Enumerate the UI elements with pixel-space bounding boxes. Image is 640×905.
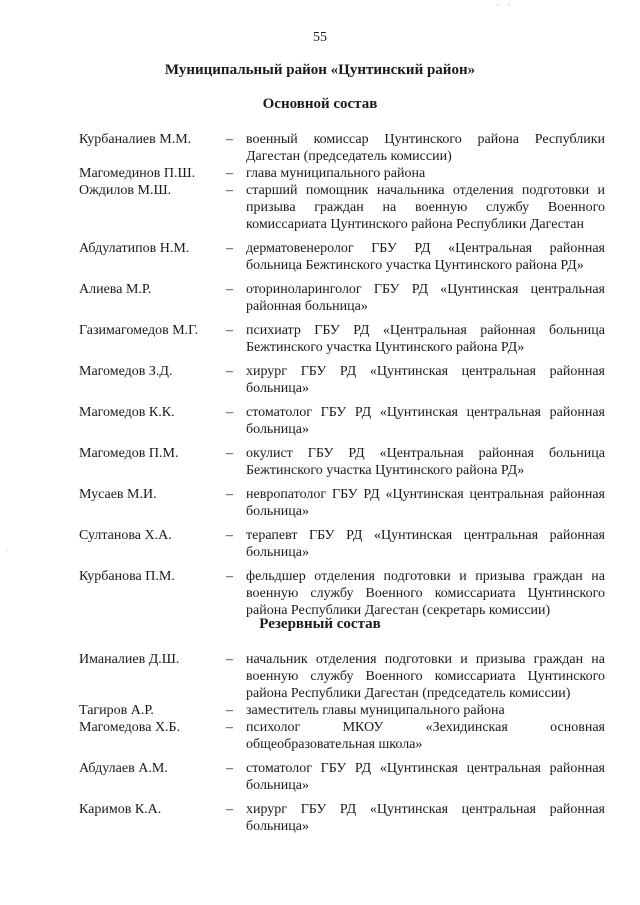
scan-artifact-dot: · (6, 546, 9, 555)
member-role: стоматолог ГБУ РД «Цунтинская центральная районная больница» (246, 761, 605, 793)
member-name: Газимагомедов М.Г. (79, 323, 199, 338)
dash-separator: – (226, 405, 233, 420)
member-role: психиатр ГБУ РД «Центральная районная больница Бежтинского участка Цунтинского района РД» (246, 323, 605, 355)
member-row (79, 322, 605, 356)
member-role: военный комиссар Цунтинского района Республики Дагестан (председатель комиссии) (246, 132, 605, 164)
member-role: окулист ГБУ РД «Центральная районная больница Бежтинского участка Цунтинского района РД» (246, 446, 605, 478)
member-name: Мусаев М.И. (79, 487, 157, 502)
dash-separator: – (226, 720, 233, 735)
member-name: Магомедов К.К. (79, 405, 175, 420)
member-role: начальник отделения подготовки и призыва граждан на военную службу Военного комиссариата Цунтинского района Республики Дагестан (председатель комиссии) (246, 652, 605, 701)
member-role: оториноларинголог ГБУ РД «Цунтинская центральная районная больница» (246, 282, 605, 314)
member-row (79, 182, 605, 233)
member-name: Магомедов П.М. (79, 446, 179, 461)
member-role: невропатолог ГБУ РД «Цунтинская центральная районная больница» (246, 487, 605, 519)
document-title: Муниципальный район «Цунтинский район» (164, 62, 476, 78)
member-name: Каримов К.А. (79, 802, 162, 817)
scan-artifact-marks: · · (496, 0, 514, 10)
dash-separator: – (226, 323, 233, 338)
dash-separator: – (226, 132, 233, 147)
member-row (79, 404, 605, 438)
page-number: 55 (313, 30, 327, 45)
member-role: хирург ГБУ РД «Цунтинская центральная районная больница» (246, 364, 605, 396)
reserve-members-list (79, 651, 605, 835)
dash-separator: – (226, 761, 233, 776)
dash-separator: – (226, 652, 233, 667)
dash-separator: – (226, 703, 233, 718)
member-role: заместитель главы муниципального района (246, 703, 505, 718)
dash-separator: – (226, 446, 233, 461)
dash-separator: – (226, 241, 233, 256)
member-name: Курбанова П.М. (79, 569, 175, 584)
member-row (79, 568, 605, 619)
member-row (79, 527, 605, 561)
member-role: дерматовенеролог ГБУ РД «Центральная районная больница Бежтинского участка Цунтинского района РД» (246, 241, 605, 273)
member-name: Магомедов З.Д. (79, 364, 173, 379)
member-row (79, 486, 605, 520)
member-row (79, 281, 605, 315)
member-row (79, 702, 605, 719)
member-role: стоматолог ГБУ РД «Цунтинская центральная районная больница» (246, 405, 605, 437)
dash-separator: – (226, 528, 233, 543)
member-row (79, 719, 605, 753)
member-name: Алиева М.Р. (79, 282, 152, 297)
dash-separator: – (226, 364, 233, 379)
member-role: старший помощник начальника отделения подготовки и призыва граждан на военную службу Военного комиссариата Цунтинского района Республики Дагестан (246, 183, 605, 232)
section-heading-reserve: Резервный состав (259, 616, 381, 632)
dash-separator: – (226, 166, 233, 181)
member-row (79, 801, 605, 835)
member-name: Магомедова Х.Б. (79, 720, 181, 735)
member-role: глава муниципального района (246, 166, 426, 181)
member-name: Абдулатипов Н.М. (79, 241, 190, 256)
member-role: терапевт ГБУ РД «Цунтинская центральная районная больница» (246, 528, 605, 560)
member-row (79, 651, 605, 702)
dash-separator: – (226, 183, 233, 198)
member-row (79, 760, 605, 794)
member-name: Султанова Х.А. (79, 528, 172, 543)
member-row (79, 165, 605, 182)
member-name: Курбаналиев М.М. (79, 132, 192, 147)
member-row (79, 363, 605, 397)
member-row (79, 240, 605, 274)
member-role: хирург ГБУ РД «Цунтинская центральная районная больница» (246, 802, 605, 834)
member-row (79, 131, 605, 165)
member-name: Абдулаев А.М. (79, 761, 168, 776)
member-name: Иманалиев Д.Ш. (79, 652, 180, 667)
dash-separator: – (226, 802, 233, 817)
dash-separator: – (226, 282, 233, 297)
member-name: Магомединов П.Ш. (79, 166, 196, 181)
member-name: Ождилов М.Ш. (79, 183, 172, 198)
main-members-list (79, 131, 605, 619)
dash-separator: – (226, 569, 233, 584)
member-name: Тагиров А.Р. (79, 703, 154, 718)
dash-separator: – (226, 487, 233, 502)
section-heading-main: Основной состав (262, 96, 378, 112)
member-row (79, 445, 605, 479)
member-role: фельдшер отделения подготовки и призыва граждан на военную службу Военного комиссариата Цунтинского района Республики Дагестан (секретарь комиссии) (246, 569, 605, 618)
member-role: психолог МКОУ «Зехидинская основная общеобразовательная школа» (246, 720, 605, 752)
